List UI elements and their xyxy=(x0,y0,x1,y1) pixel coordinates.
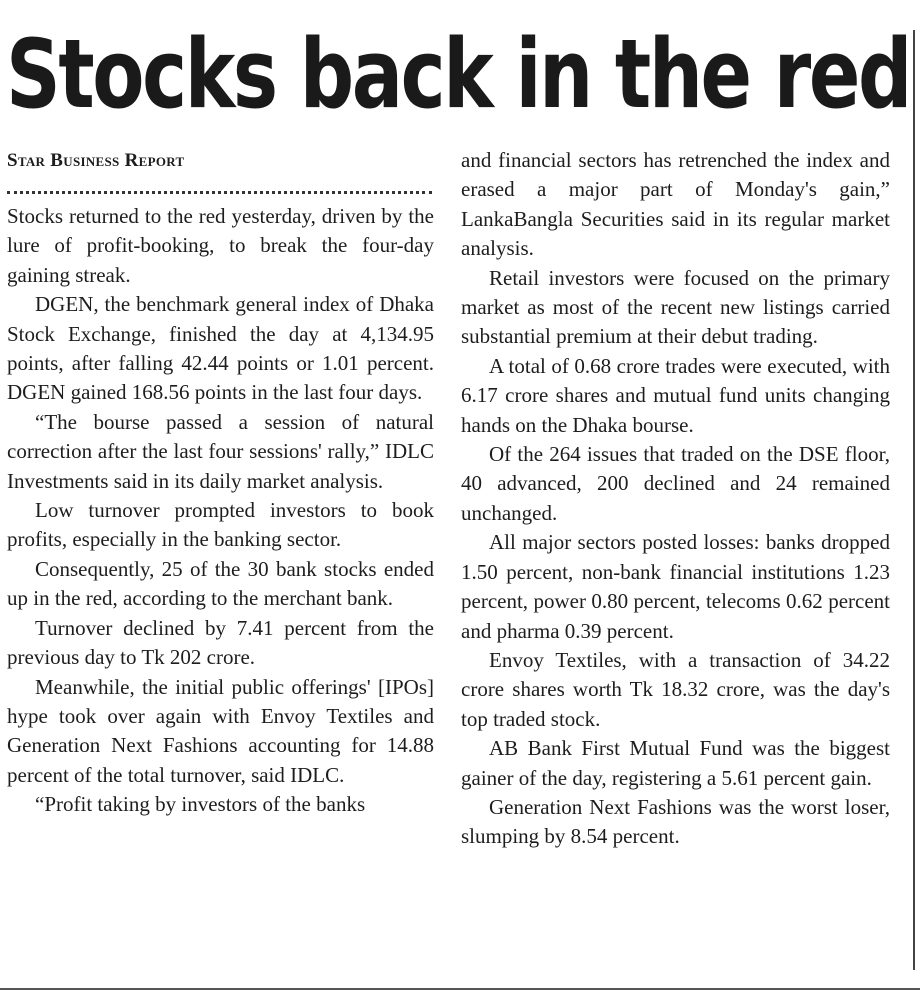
paragraph: Stocks returned to the red yesterday, driven by the lure of profit-booking, to break the four-day gaining streak. xyxy=(7,204,434,287)
paragraph: “The bourse passed a session of natural correction after the last four sessions' rally,” IDLC Investments said in its daily market analysis. xyxy=(7,409,434,493)
paragraph: Consequently, 25 of the 30 bank stocks ended up in the red, according to the merchant bank. xyxy=(7,556,434,611)
paragraph: AB Bank First Mutual Fund was the biggest gainer of the day, registering a 5.61 percent gain. xyxy=(461,736,890,790)
paragraph: Turnover declined by 7.41 percent from the previous day to Tk 202 crore. xyxy=(7,615,434,670)
paragraph: Envoy Textiles, with a transaction of 34.22 crore shares worth Tk 18.32 crore, was the day's top traded stock. xyxy=(461,647,890,731)
paragraph: Retail investors were focused on the primary market as most of the recent new listings carried substantial premium at their debut trading. xyxy=(461,265,890,349)
article-column-2 xyxy=(461,146,890,852)
paragraph: Of the 264 issues that traded on the DSE floor, 40 advanced, 200 declined and 24 remained unchanged. xyxy=(461,442,890,525)
paragraph: DGEN, the benchmark general index of Dhaka Stock Exchange, finished the day at 4,134.95 points, after falling 42.44 points or 1.01 percent. DGEN gained 168.56 points in the last four days. xyxy=(7,292,434,405)
headline: Stocks back in the red xyxy=(6,20,910,130)
paragraph: All major sectors posted losses: banks dropped 1.50 percent, non-bank financial institutions 1.23 percent, power 0.80 percent, telecoms 0.62 percent and pharma 0.39 percent. xyxy=(461,530,890,643)
paragraph: Generation Next Fashions was the worst loser, slumping by 8.54 percent. xyxy=(461,794,890,849)
paragraph: “Profit taking by investors of the banks xyxy=(35,792,366,817)
bottom-rule xyxy=(0,988,920,990)
byline: Star Business Report xyxy=(7,150,185,171)
dotted-separator xyxy=(7,185,432,194)
paragraph: Meanwhile, the initial public offerings' [IPOs] hype took over again with Envoy Textiles and Generation Next Fashions accounting for 14.88 percent of the total turnover, said IDLC. xyxy=(7,674,434,787)
column-rule-right xyxy=(913,30,915,970)
paragraph: and financial sectors has retrenched the index and erased a major part of Monday's gain,” LankaBangla Securities said in its regular market analysis. xyxy=(461,148,890,261)
paragraph: Low turnover prompted investors to book profits, especially in the banking sector. xyxy=(7,498,434,552)
paragraph: A total of 0.68 crore trades were executed, with 6.17 crore shares and mutual fund units changing hands on the Dhaka bourse. xyxy=(461,353,890,437)
article-column-1 xyxy=(7,148,434,820)
